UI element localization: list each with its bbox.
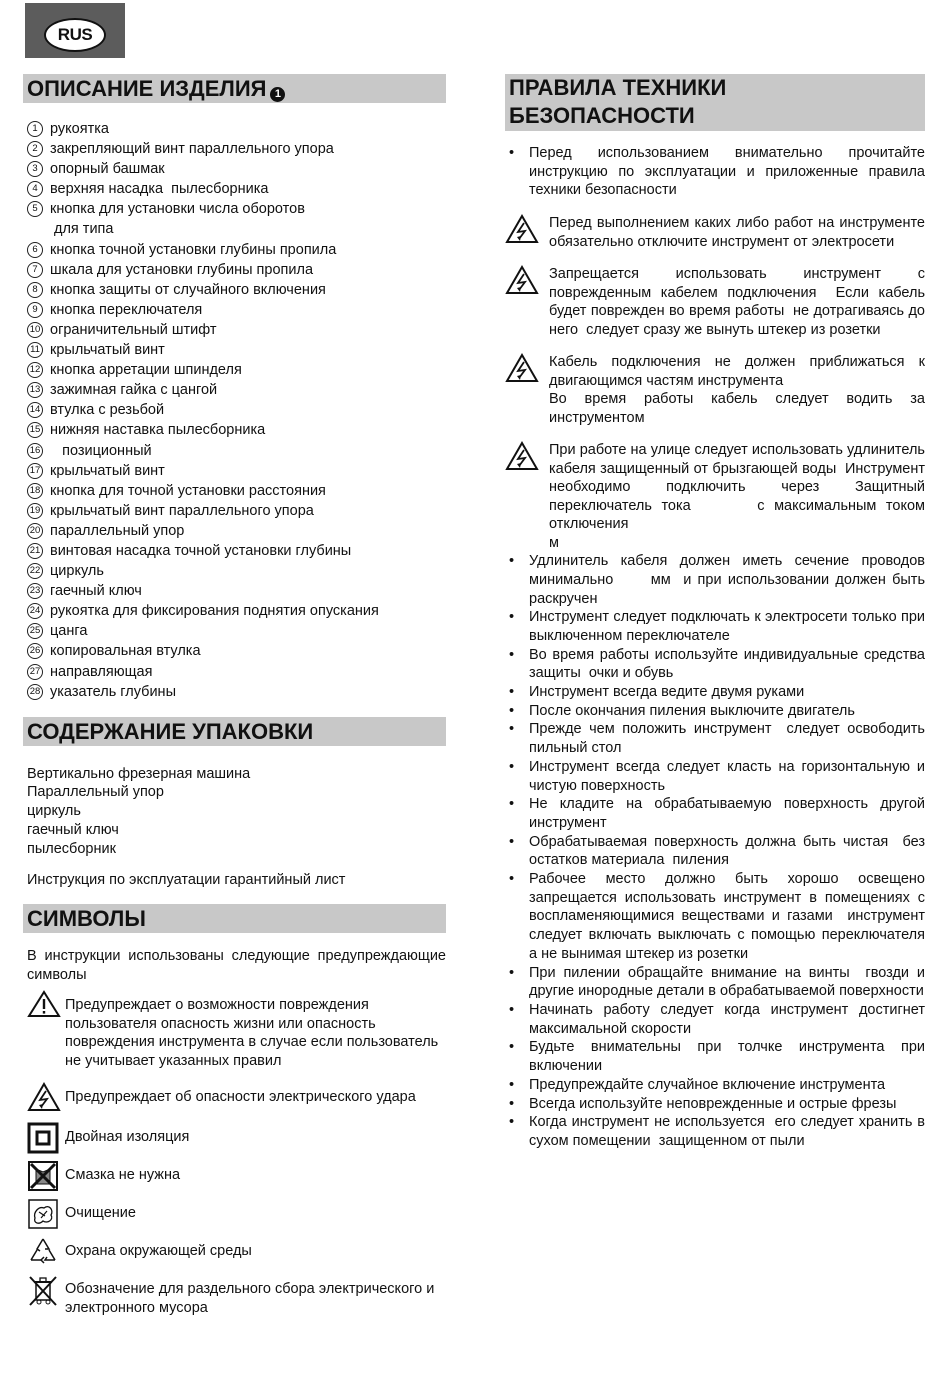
part-item [27, 501, 446, 521]
safety-rule: • Инструмент всегда ведите двумя руками [505, 683, 925, 702]
safety-warning-paragraph: Во время работы кабель следует водить за инструментом [549, 391, 930, 426]
part-label: кнопка для точной установки расстояния [50, 482, 326, 499]
part-label: рукоятка [50, 121, 109, 137]
part-item [27, 280, 446, 300]
safety-warning-text [549, 265, 930, 339]
symbol-entry [23, 990, 446, 1070]
part-number: 17 [27, 463, 43, 479]
part-label: позиционный [50, 442, 152, 459]
no-lubrication-icon [27, 1160, 65, 1192]
electric-shock-icon [27, 1082, 65, 1112]
part-item [27, 119, 446, 139]
symbols-heading: СИМВОЛЫ [23, 904, 446, 933]
safety-warning-paragraph: При работе на улице следует использовать удлинитель кабеля защищенный от брызгающей воды Инструмент необходимо подключить через Защитный переключатель тока с максимальным током отключения [549, 442, 930, 533]
package-item: гаечный ключ [27, 821, 119, 838]
recycling-icon [27, 1236, 65, 1268]
part-item [27, 662, 446, 682]
safety-rule: • Рабочее место должно быть хорошо освещено запрещается использовать инструмент в помещениях с воспламеняющимися веществами и газами инструмент следует включать выключать с помощью переключателя а не вынимая штекер из розетки [505, 870, 925, 964]
symbols-intro-text: В инструкции использованы следующие предупреждающие символы [27, 947, 446, 983]
part-label: крыльчатый винт [50, 342, 165, 359]
part-item [27, 400, 446, 420]
part-number: 7 [27, 262, 43, 278]
safety-rule: • Начинать работу следует когда инструмент достигнет максимальной скорости [505, 1001, 925, 1038]
symbol-entry [23, 1274, 446, 1317]
part-label: кнопка защиты от случайного включения [50, 281, 326, 298]
part-label: винтовая насадка точной установки глубины [50, 542, 352, 559]
part-label: опорный башмак [50, 161, 165, 178]
part-number: 20 [27, 523, 43, 539]
part-number: 25 [27, 623, 43, 639]
part-item [27, 380, 446, 400]
part-label: крыльчатый винт [50, 462, 165, 479]
part-item [27, 199, 446, 219]
part-number: 11 [27, 342, 43, 358]
part-item [27, 139, 446, 159]
part-label: зажимная гайка с цангой [50, 382, 218, 399]
safety-warning-text [549, 353, 930, 427]
safety-rule: • Предупреждайте случайное включение инструмента [505, 1076, 925, 1095]
part-label: гаечный ключ [50, 583, 142, 600]
part-number: 6 [27, 242, 43, 258]
part-number: 21 [27, 543, 43, 559]
symbol-description: Смазка не нужна [65, 1167, 181, 1184]
part-number: 18 [27, 483, 43, 499]
part-item [27, 641, 446, 661]
electric-shock-icon [505, 441, 549, 475]
part-item [27, 521, 446, 541]
safety-warning [505, 353, 930, 427]
part-label: нижняя наставка пылесборника [50, 422, 266, 439]
safety-warning-paragraph: Кабель подключения не должен приближаться к двигающимся частям инструмента [549, 354, 930, 389]
safety-heading [505, 74, 925, 131]
safety-rules-list [505, 552, 934, 1151]
part-label: закрепляющий винт параллельного упора [50, 141, 334, 158]
part-item [27, 441, 446, 461]
part-label: параллельный упор [50, 522, 185, 539]
safety-warning-text [549, 441, 930, 552]
part-item [27, 601, 446, 621]
safety-warning [505, 214, 930, 251]
part-label: ограничительный штифт [50, 321, 217, 338]
part-label: втулка с резьбой [50, 402, 165, 419]
part-number: 15 [27, 422, 43, 438]
part-label: кнопка для установки числа оборотов [50, 201, 305, 218]
cleaning-icon [27, 1198, 65, 1230]
part-label: верхняя насадка пылесборника [50, 181, 269, 198]
symbol-entry [23, 1236, 446, 1268]
part-number: 16 [27, 443, 43, 459]
part-number: 28 [27, 684, 43, 700]
part-item [27, 621, 446, 641]
part-label: рукоятка для фиксирования поднятия опускания [50, 603, 379, 620]
right-column [505, 74, 934, 1151]
package-item: циркуль [27, 803, 81, 820]
safety-heading-line2: БЕЗОПАСНОСТИ [509, 103, 695, 128]
electric-shock-icon [505, 214, 549, 248]
part-item [27, 219, 446, 239]
symbols-intro [23, 947, 446, 984]
safety-warnings [505, 214, 930, 552]
language-badge-label: RUS [44, 18, 106, 52]
part-number: 23 [27, 583, 43, 599]
part-number: 14 [27, 402, 43, 418]
crossed-bin-icon [27, 1274, 65, 1308]
safety-intro-bullet: • Перед использованием внимательно прочитайте инструкцию по эксплуатации и приложенные правила техники безопасности [505, 144, 925, 200]
part-item [27, 179, 446, 199]
part-label: направляющая [50, 663, 153, 680]
part-number: 1 [27, 121, 43, 137]
safety-rule: • Когда инструмент не используется его следует хранить в сухом помещении защищенном от пыли [505, 1113, 925, 1150]
package-item: Параллельный упор [27, 784, 164, 801]
part-number: 22 [27, 563, 43, 579]
part-number: 4 [27, 181, 43, 197]
part-number: 19 [27, 503, 43, 519]
symbol-description: Очищение [65, 1205, 136, 1222]
safety-rule: • Прежде чем положить инструмент следует освободить пильный стол [505, 720, 925, 757]
part-label: копировальная втулка [50, 643, 201, 660]
part-label: для типа [54, 221, 114, 238]
part-label: кнопка переключателя [50, 301, 203, 318]
warning-triangle-icon [27, 990, 65, 1018]
parts-list [27, 119, 446, 702]
part-label: крыльчатый винт параллельного упора [50, 502, 314, 519]
safety-warning-paragraph: Запрещается использовать инструмент с поврежденным кабелем подключения Если кабель будет поврежден во время работы не дотрагиваясь до него следует сразу же вынуть штекер из розетки [549, 266, 930, 338]
symbol-description: Обозначение для раздельного сбора электрического и электронного мусора [65, 1281, 435, 1316]
symbol-description: Охрана окружающей среды [65, 1243, 252, 1260]
safety-heading-line1: ПРАВИЛА ТЕХНИКИ [509, 75, 727, 100]
electric-shock-icon [505, 265, 549, 299]
safety-rule: • После окончания пиления выключите двигатель [505, 702, 925, 721]
symbols-list [23, 990, 446, 1317]
part-item [27, 300, 446, 320]
safety-rule: • Всегда используйте неповрежденные и острые фрезы [505, 1095, 925, 1114]
package-contents-heading: СОДЕРЖАНИЕ УПАКОВКИ [23, 717, 446, 746]
part-number: 24 [27, 603, 43, 619]
safety-intro-list [505, 144, 925, 200]
part-number: 8 [27, 282, 43, 298]
safety-rule: • Будьте внимательны при толчке инструмента при включении [505, 1038, 925, 1075]
part-item [27, 682, 446, 702]
double-insulation-icon [27, 1122, 65, 1154]
part-item [27, 240, 446, 260]
package-item: Вертикально фрезерная машина [27, 765, 251, 782]
safety-rule: • Во время работы используйте индивидуальные средства защиты очки и обувь [505, 646, 925, 683]
safety-warning-paragraph: м [549, 534, 559, 551]
package-contents-list [23, 765, 446, 859]
symbol-entry [23, 1122, 446, 1154]
figure-number-badge: 1 [270, 87, 285, 102]
part-label: указатель глубины [50, 683, 176, 700]
part-label: циркуль [50, 563, 104, 580]
part-item [27, 561, 446, 581]
safety-rule: • Не кладите на обрабатываемую поверхность другой инструмент [505, 795, 925, 832]
safety-rule: • Инструмент всегда следует класть на горизонтальную и чистую поверхность [505, 758, 925, 795]
part-label: кнопка точной установки глубины пропила [50, 241, 337, 258]
part-item [27, 360, 446, 380]
safety-rule: • Инструмент следует подключать к электросети только при выключенном переключателе [505, 608, 925, 645]
part-item [27, 461, 446, 481]
part-number: 5 [27, 201, 43, 217]
part-item [27, 320, 446, 340]
part-item [27, 581, 446, 601]
symbol-description: Предупреждает о возможности повреждения пользователя опасность жизни или опасность повреждения инструмента в случае если пользователь не учитывает указанных правил [65, 997, 439, 1069]
part-number: 13 [27, 382, 43, 398]
part-number: 9 [27, 302, 43, 318]
part-number: 27 [27, 664, 43, 680]
part-item [27, 481, 446, 501]
package-documents: Инструкция по эксплуатации гарантийный лист [27, 872, 346, 889]
product-description-title: ОПИСАНИЕ ИЗДЕЛИЯ [27, 76, 267, 101]
safety-rule: • Удлинитель кабеля должен иметь сечение проводов минимально мм и при использовании должен быть раскручен [505, 552, 925, 608]
electric-shock-icon [505, 353, 549, 387]
symbol-entry [23, 1160, 446, 1192]
part-label: кнопка арретации шпинделя [50, 362, 242, 379]
part-label: цанга [50, 623, 88, 640]
part-number: 3 [27, 161, 43, 177]
part-number: 10 [27, 322, 43, 338]
left-column [23, 74, 446, 1317]
symbol-description: Двойная изоляция [65, 1129, 190, 1146]
language-badge [25, 3, 125, 58]
part-item [27, 260, 446, 280]
package-item: пылесборник [27, 840, 116, 857]
safety-warning [505, 441, 930, 552]
part-label: шкала для установки глубины пропила [50, 261, 314, 278]
symbol-entry [23, 1082, 446, 1112]
safety-warning-text [549, 214, 930, 251]
safety-warning-paragraph: Перед выполнением каких либо работ на инструменте обязательно отключите инструмент от электросети [549, 215, 930, 250]
part-item [27, 420, 446, 440]
symbol-description: Предупреждает об опасности электрического удара [65, 1089, 416, 1106]
part-item [27, 340, 446, 360]
part-item [27, 541, 446, 561]
product-description-heading [23, 74, 446, 103]
safety-warning [505, 265, 930, 339]
part-number: 12 [27, 362, 43, 378]
safety-rule: • Обрабатываемая поверхность должна быть чистая без остатков материала пиления [505, 833, 925, 870]
part-number: 2 [27, 141, 43, 157]
part-item [27, 159, 446, 179]
part-number: 26 [27, 643, 43, 659]
symbol-entry [23, 1198, 446, 1230]
safety-rule: • При пилении обращайте внимание на винты гвозди и другие инородные детали в обрабатываемой поверхности [505, 964, 925, 1001]
